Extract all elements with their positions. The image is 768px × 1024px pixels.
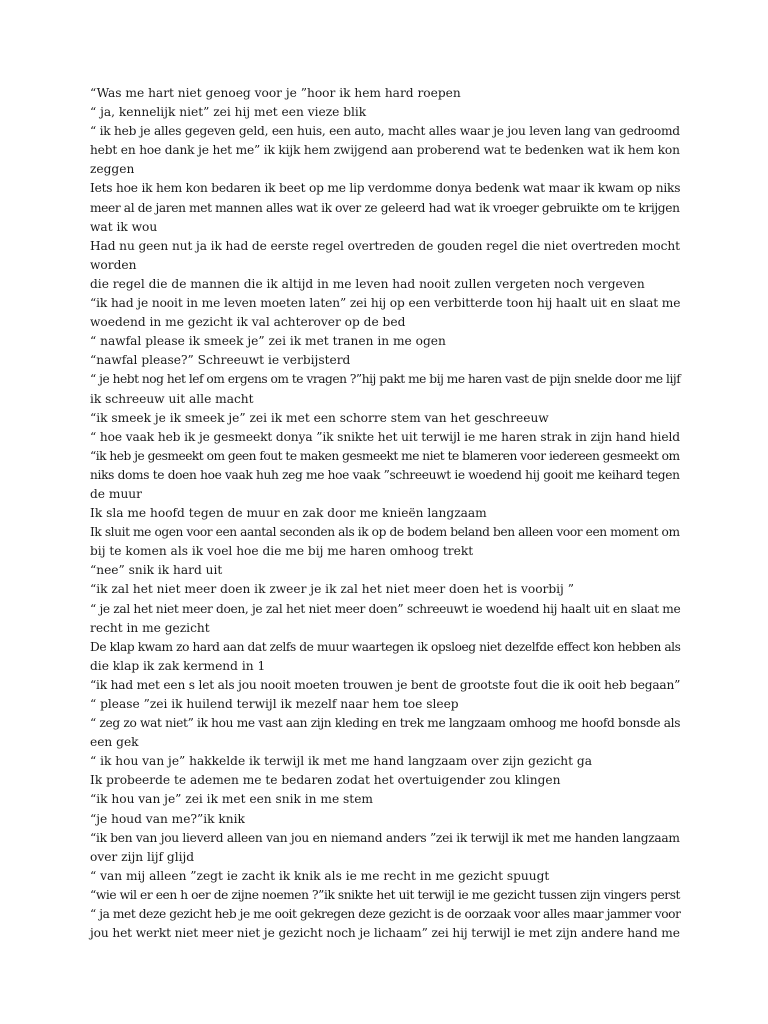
text-line: “ please ”zei ik huilend terwijl ik mezelf naar hem toe sleep [90,697,459,711]
text-line: Ik probeerde te ademen me te bedaren zodat het overtuigender zou klingen [90,773,561,788]
text-line: Iets hoe ik hem kon bedaren ik beet op me lip verdomme donya bedenk wat maar ik kwam op niks [90,181,681,196]
text-line: bij te komen als ik voel hoe die me bij me haren omhoog trekt [90,544,474,559]
text-line: “ik had met een s let als jou nooit moeten trouwen je bent de grootste fout die ik ooit heb begaan” [90,677,681,692]
text-line: “ik smeek je ik smeek je” zei ik met een schorre stem van het geschreeuw [90,410,549,425]
text-line: Ik sluit me ogen voor een aantal seconden als ik op de bodem beland ben alleen voor een moment om [90,525,680,540]
text-line: zeggen [90,162,135,177]
text-line: “nawfal please?” Schreeuwt ie verbijsterd [90,353,351,368]
text-line: ik schreeuw uit alle macht [90,391,254,406]
text-line: Ik sla me hoofd tegen de muur en zak door me knieën langzaam [90,506,487,521]
text-line: die regel die de mannen die ik altijd in me leven had nooit zullen vergeten noch vergeven [90,276,645,291]
text-line: De klap kwam zo hard aan dat zelfs de muur waartegen ik opsloeg niet dezelfde effect kon hebben als [90,639,681,654]
text-line: “Was me hart niet genoeg voor je ”hoor ik hem hard roepen [90,86,461,100]
text-line: “nee” snik ik hard uit [90,563,223,578]
text-line: “ik zal het niet meer doen ik zweer je ik zal het niet meer doen het is voorbij ” [90,582,574,597]
text-line: worden [90,257,137,272]
text-line: “ik heb je gesmeekt om geen fout te maken gesmeekt me niet te blameren voor iedereen gesmeekt om [90,448,680,463]
text-line: woedend in me gezicht ik val achterover op de bed [90,315,406,330]
text-line: “ zeg zo wat niet” ik hou me vast aan zijn kleding en trek me langzaam omhoog me hoofd bonsde als [90,716,681,731]
text-line: “ hoe vaak heb ik je gesmeekt donya ”ik snikte het uit terwijl ie me haren strak in zijn hand hield [90,429,680,444]
text-line: een gek [90,735,139,750]
text-line: “ik ben van jou lieverd alleen van jou en niemand anders ”zei ik terwijl ik met me handen langzaam [90,830,680,845]
text-line: recht in me gezicht [90,620,210,635]
text-line: Had nu geen nut ja ik had de eerste regel overtreden de gouden regel die niet overtreden mocht [90,238,680,253]
text-line: wat ik wou [90,219,158,234]
text-line: meer al de jaren met mannen alles wat ik over ze geleerd had wat ik vroeger gebruikte om te krijgen [90,200,680,215]
text-line: de muur [90,486,142,501]
text-line: jou het werkt niet meer niet je gezicht noch je lichaam” zei hij terwijl ie met zijn andere hand me [90,926,680,941]
text-line: over zijn lijf glijd [90,849,195,864]
text-line: “ nawfal please ik smeek je” zei ik met tranen in me ogen [90,334,446,349]
text-line: “ik had je nooit in me leven moeten laten” zei hij op een verbitterde toon hij haalt uit en slaat me [90,296,681,311]
text-line: niks doms te doen hoe vaak huh zeg me hoe vaak ”schreeuwt ie woedend hij gooit me keihard tegen [90,467,680,482]
text-line: “wie wil er een h oer de zijne noemen ?”ik snikte het uit terwijl ie me gezicht tussen zijn vingers perst [90,887,681,902]
text-line: “ ik hou van je” hakkelde ik terwijl ik met me hand langzaam over zijn gezicht ga [90,754,592,769]
text-line: “ ja met deze gezicht heb je me ooit gekregen deze gezicht is de oorzaak voor alles maar jammer voor [90,907,681,922]
text-line: “ik hou van je” zei ik met een snik in me stem [90,792,373,807]
text-line: “je houd van me?”ik knik [90,811,245,826]
text-line: hebt en hoe dank je het me” ik kijk hem zwijgend aan proberend wat te bedenken wat ik hem kon [90,143,680,158]
text-line: “ je hebt nog het lef om ergens om te vragen ?”hij pakt me bij me haren vast de pijn snelde door me lijf [90,372,681,387]
text-line: “ ik heb je alles gegeven geld, een huis, een auto, macht alles waar je jou leven lang van gedroomd [90,124,680,139]
text-line: “ je zal het niet meer doen, je zal het niet meer doen” schreeuwt ie woedend hij haalt uit en slaat me [90,601,681,616]
text-line: “ ja, kennelijk niet” zei hij met een vieze blik [90,105,367,120]
document-text [90,84,680,943]
text-line: “ van mij alleen ”zegt ie zacht ik knik als ie me recht in me gezicht spuugt [90,868,550,883]
text-line: die klap ik zak kermend in 1 [90,658,266,673]
